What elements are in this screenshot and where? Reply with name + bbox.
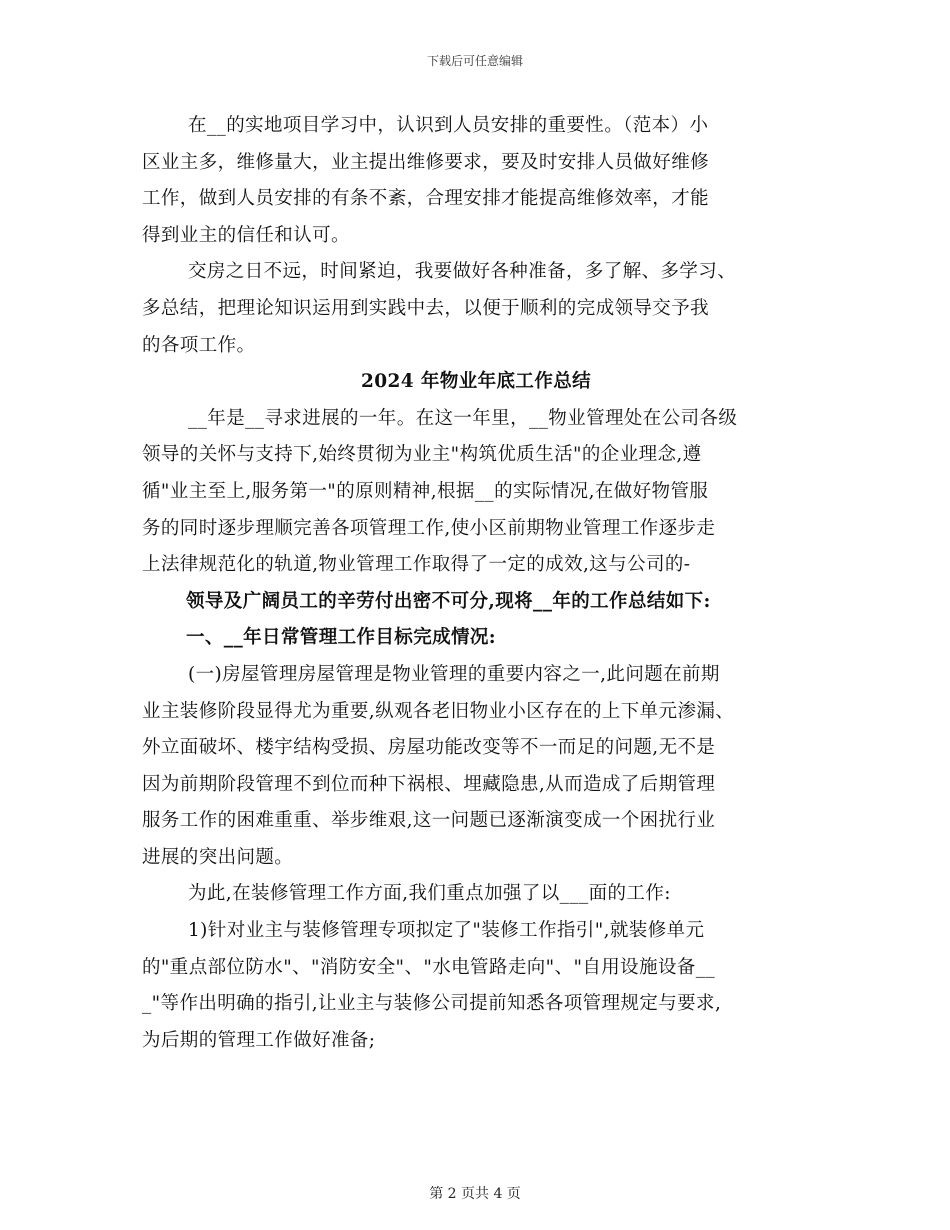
text-line: 领导的关怀与支持下,始终贯彻为业主"构筑优质生活"的企业理念,遵 <box>142 444 702 466</box>
text-line: 交房之日不远，时间紧迫，我要做好各种准备，多了解、多学习、 <box>188 261 737 283</box>
text-line: 得到业主的信任和认可。 <box>142 224 350 246</box>
text-line: 的"重点部位防水"、"消防安全"、"水电管路走向"、"自用设施设备__ <box>142 956 716 978</box>
text-line: (一)房屋管理房屋管理是物业管理的重要内容之一,此问题在前期 <box>188 663 720 685</box>
text-line: 服务工作的困难重重、举步维艰,这一问题已逐渐演变成一个困扰行业 <box>142 810 716 832</box>
text-line: _"等作出明确的指引,让业主与装修公司提前知悉各项管理规定与要求, <box>142 993 722 1015</box>
text-line: 务的同时逐步理顺完善各项管理工作,使小区前期物业管理工作逐步走 <box>142 517 716 539</box>
text-line: 为后期的管理工作做好准备; <box>142 1029 376 1051</box>
text-line: 1)针对业主与装修管理专项拟定了"装修工作指引",就装修单元 <box>188 920 705 942</box>
text-line: 工作，做到人员安排的有条不紊，合理安排才能提高维修效率，才能 <box>142 188 710 210</box>
text-line: 上法律规范化的轨道,物业管理工作取得了一定的成效,这与公司的- <box>142 554 691 576</box>
document-body <box>142 108 810 1059</box>
text-line: 在__的实地项目学习中，认识到人员安排的重要性。（范本）小 <box>188 115 709 136</box>
text-line: 因为前期阶段管理不到位而种下祸根、埋藏隐患,从而造成了后期管理 <box>142 773 716 795</box>
text-line: 循"业主至上,服务第一"的原则精神,根据__的实际情况,在做好物管服 <box>142 480 709 502</box>
page-footer: 第 2 页共 4 页 <box>429 1186 521 1202</box>
text-line: 的各项工作。 <box>142 334 256 356</box>
text-line: 一、__年日常管理工作目标完成情况: <box>186 627 497 649</box>
page-header: 下载后可任意编辑 <box>426 54 523 68</box>
text-line: 多总结，把理论知识运用到实践中去，以便于顺利的完成领导交予我 <box>142 297 710 319</box>
text-line: 外立面破坏、楼宇结构受损、房屋功能改变等不一而足的问题,无不是 <box>142 737 716 759</box>
text-line: __年是__寻求进展的一年。在这一年里，__物业管理处在公司各级 <box>188 407 738 429</box>
text-line: 进展的突出问题。 <box>142 846 294 868</box>
text-line: 区业主多，维修量大，业主提出维修要求，要及时安排人员做好维修 <box>142 151 710 173</box>
section-title: 2024 年物业年底工作总结 <box>360 371 592 393</box>
text-line: 业主装修阶段显得尤为重要,纵观各老旧物业小区存在的上下单元渗漏、 <box>142 700 735 722</box>
text-line: 领导及广阔员工的辛劳付出密不可分,现将__年的工作总结如下: <box>186 590 711 612</box>
text-line: 为此,在装修管理工作方面,我们重点加强了以___面的工作: <box>188 883 671 905</box>
